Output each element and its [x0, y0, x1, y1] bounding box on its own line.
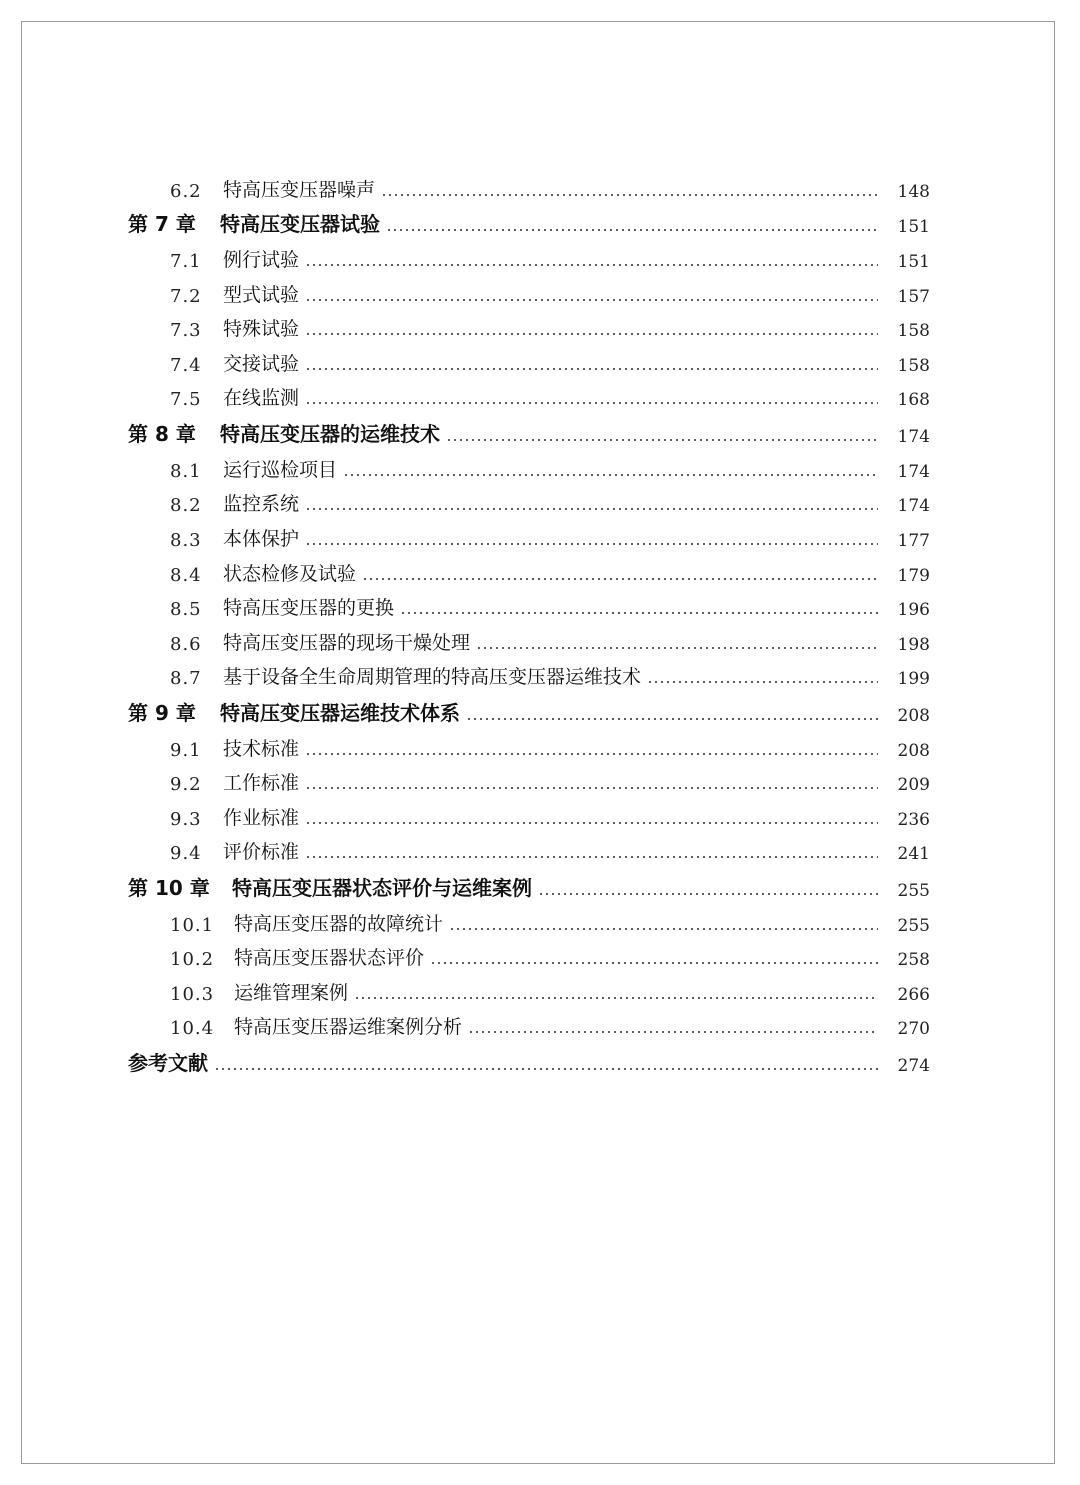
toc-entry-section[interactable]	[170, 590, 930, 620]
dot-leader	[476, 647, 878, 649]
dot-leader	[305, 787, 878, 789]
page-number: 270	[897, 1019, 930, 1039]
section-title: 特高压变压器噪声	[223, 179, 376, 201]
section-title: 特高压变压器的现场干燥处理	[223, 632, 471, 654]
section-number: 7.4	[170, 355, 202, 376]
dot-leader	[305, 368, 878, 370]
section-number: 7.5	[170, 389, 202, 410]
section-title: 特高压变压器运维案例分析	[234, 1016, 463, 1038]
page-number: 274	[897, 1056, 930, 1076]
section-title: 运维管理案例	[234, 982, 349, 1004]
dot-leader	[305, 299, 878, 301]
references-label: 参考文献	[128, 1051, 208, 1075]
section-number: 10.1	[170, 915, 215, 936]
toc-entry-section[interactable]	[170, 452, 930, 482]
section-title: 工作标准	[223, 772, 300, 794]
chapter-label: 第 8 章	[128, 422, 196, 446]
dot-leader	[362, 578, 878, 580]
section-number: 8.6	[170, 634, 202, 655]
page-number: 177	[897, 531, 930, 551]
dot-leader	[449, 928, 878, 930]
dot-leader	[381, 194, 878, 196]
toc-entry-references[interactable]	[128, 1046, 930, 1076]
section-number: 8.2	[170, 495, 202, 516]
section-title: 作业标准	[223, 807, 300, 829]
section-number: 10.3	[170, 984, 215, 1005]
page-number: 255	[897, 881, 930, 901]
dot-leader	[430, 962, 878, 964]
dot-leader	[400, 612, 878, 614]
section-number: 7.2	[170, 286, 202, 307]
toc-entry-chapter[interactable]	[128, 871, 930, 901]
dot-leader	[305, 543, 878, 545]
dot-leader	[305, 402, 878, 404]
dot-leader	[386, 229, 878, 231]
toc-entry-section[interactable]	[170, 486, 930, 516]
page-number: 151	[897, 252, 930, 272]
chapter-title: 特高压变压器的运维技术	[220, 422, 440, 446]
section-title: 运行巡检项目	[223, 459, 338, 481]
page-number: 157	[897, 287, 930, 307]
toc-entry-section[interactable]	[170, 834, 930, 864]
dot-leader	[468, 1031, 878, 1033]
section-number: 7.1	[170, 251, 202, 272]
toc-entry-chapter[interactable]	[128, 696, 930, 726]
section-title: 在线监测	[223, 387, 300, 409]
page-number: 241	[897, 844, 930, 864]
dot-leader	[647, 681, 878, 683]
chapter-label: 第 7 章	[128, 212, 196, 236]
page-number: 174	[897, 496, 930, 516]
page-number: 179	[897, 566, 930, 586]
section-title: 型式试验	[223, 284, 300, 306]
toc-entry-section[interactable]	[170, 975, 930, 1005]
section-number: 8.4	[170, 565, 202, 586]
section-number: 10.2	[170, 949, 215, 970]
page-number: 199	[897, 669, 930, 689]
dot-leader	[305, 753, 878, 755]
dot-leader	[305, 333, 878, 335]
toc-entry-section[interactable]	[170, 311, 930, 341]
section-title: 本体保护	[223, 528, 300, 550]
toc-entry-section[interactable]	[170, 800, 930, 830]
section-title: 特高压变压器状态评价	[234, 947, 425, 969]
toc-entry-section[interactable]	[170, 556, 930, 586]
section-title: 特高压变压器的故障统计	[234, 913, 444, 935]
section-number: 9.1	[170, 740, 202, 761]
dot-leader	[214, 1068, 878, 1070]
section-title: 特高压变压器的更换	[223, 597, 395, 619]
section-title: 评价标准	[223, 841, 300, 863]
toc-entry-section[interactable]	[170, 765, 930, 795]
section-number: 8.1	[170, 461, 202, 482]
section-number: 8.3	[170, 530, 202, 551]
section-title: 交接试验	[223, 353, 300, 375]
dot-leader	[305, 822, 878, 824]
chapter-title: 特高压变压器试验	[220, 212, 380, 236]
section-number: 7.3	[170, 320, 202, 341]
section-title: 监控系统	[223, 493, 300, 515]
dot-leader	[354, 997, 878, 999]
page-number: 148	[897, 182, 930, 202]
dot-leader	[343, 474, 878, 476]
toc-entry-section[interactable]	[170, 731, 930, 761]
chapter-label: 第 10 章	[128, 876, 210, 900]
toc-entry-section[interactable]	[170, 346, 930, 376]
toc-entry-section[interactable]	[170, 521, 930, 551]
page-number: 198	[897, 635, 930, 655]
page-number: 209	[897, 775, 930, 795]
page-number: 158	[897, 321, 930, 341]
section-number: 9.4	[170, 843, 202, 864]
page-number: 168	[897, 390, 930, 410]
page-number: 158	[897, 356, 930, 376]
section-title: 基于设备全生命周期管理的特高压变压器运维技术	[223, 666, 642, 688]
section-title: 特殊试验	[223, 318, 300, 340]
section-number: 9.2	[170, 774, 202, 795]
toc-entry-section[interactable]	[170, 625, 930, 655]
toc-entry-section[interactable]	[170, 172, 930, 202]
section-number: 9.3	[170, 809, 202, 830]
page-number: 258	[897, 950, 930, 970]
page-number: 196	[897, 600, 930, 620]
section-title: 例行试验	[223, 249, 300, 271]
toc-entry-section[interactable]	[170, 906, 930, 936]
toc-entry-chapter[interactable]	[128, 207, 930, 237]
section-number: 8.5	[170, 599, 202, 620]
section-number: 6.2	[170, 181, 202, 202]
toc-entry-section[interactable]	[170, 242, 930, 272]
chapter-label: 第 9 章	[128, 701, 196, 725]
page-number: 208	[897, 741, 930, 761]
page-number: 174	[897, 462, 930, 482]
toc-entry-section[interactable]	[170, 277, 930, 307]
section-number: 10.4	[170, 1018, 215, 1039]
chapter-title: 特高压变压器状态评价与运维案例	[232, 876, 532, 900]
dot-leader	[305, 264, 878, 266]
page-number: 174	[897, 427, 930, 447]
section-number: 8.7	[170, 668, 202, 689]
toc-entry-section[interactable]	[170, 1009, 930, 1039]
toc-entry-chapter[interactable]	[128, 417, 930, 447]
dot-leader	[305, 508, 878, 510]
page-number: 208	[897, 706, 930, 726]
chapter-title: 特高压变压器运维技术体系	[220, 701, 460, 725]
toc-entry-section[interactable]	[170, 380, 930, 410]
section-title: 技术标准	[223, 738, 300, 760]
dot-leader	[305, 856, 878, 858]
toc-entry-section[interactable]	[170, 940, 930, 970]
toc-entry-section[interactable]	[170, 659, 930, 689]
page-number: 255	[897, 916, 930, 936]
dot-leader	[538, 893, 878, 895]
dot-leader	[466, 718, 878, 720]
page-number: 236	[897, 810, 930, 830]
dot-leader	[446, 439, 878, 441]
page-number: 151	[897, 217, 930, 237]
page-number: 266	[897, 985, 930, 1005]
section-title: 状态检修及试验	[223, 563, 357, 585]
